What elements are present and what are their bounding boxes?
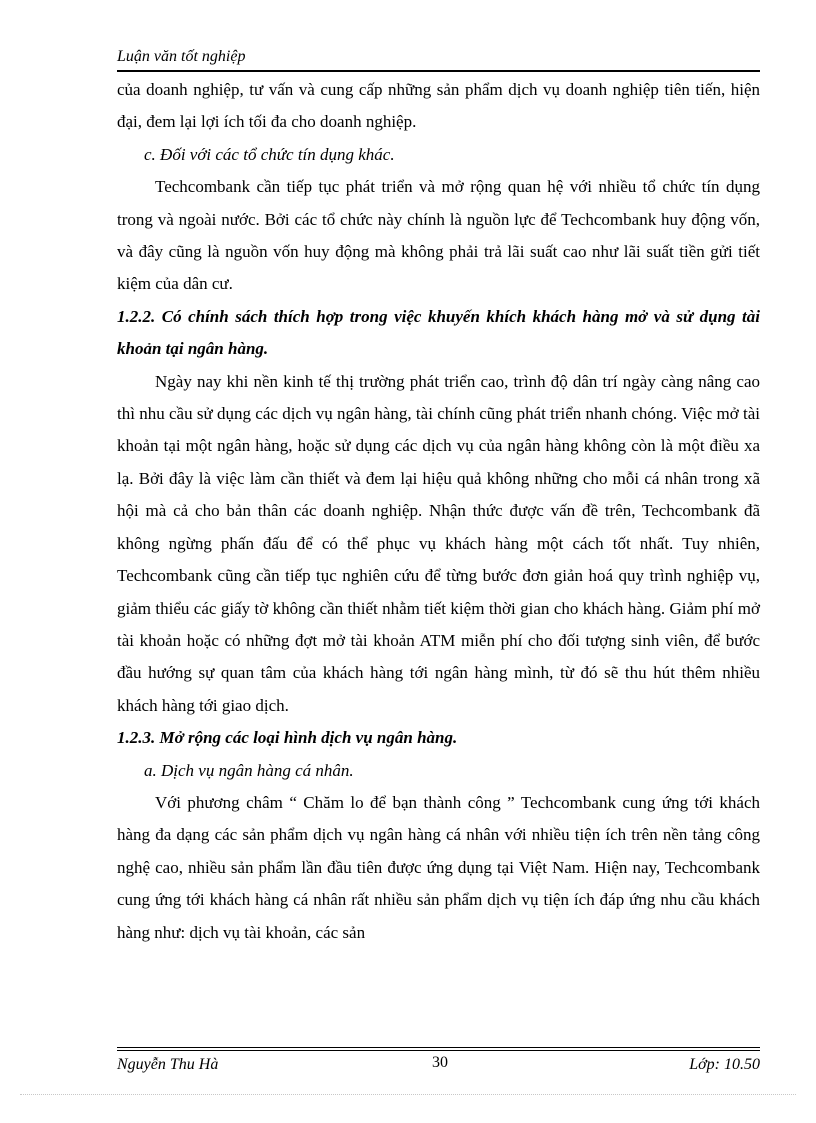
paragraph-personal-banking: Với phương châm “ Chăm lo để bạn thành công ” Techcombank cung ứng tới khách hàng đa dạng các sản phẩm dịch vụ ngân hàng cá nhân với nhiều tiện ích trên nền tảng công nghệ cao, nhiều sản phẩm lần đầu tiên được ứng dụng tại Việt Nam. Hiện nay, Techcombank cung ứng tới khách hàng cá nhân rất nhiều sản phẩm dịch vụ tiện ích đáp ứng nhu cầu khách hàng như: dịch vụ tài khoản, các sản [117,792,760,942]
subsection-a-title: a. Dịch vụ ngân hàng cá nhân. [144,760,354,780]
footer-rule-bottom [117,1050,760,1051]
running-header: Luận văn tốt nghiệp [117,48,246,65]
footer-author: Nguyễn Thu Hà [117,1056,219,1073]
header-rule [117,70,760,72]
page-number: 30 [432,1054,448,1071]
section-heading-1-2-3: 1.2.3. Mở rộng các loại hình dịch vụ ngân hàng. [117,728,458,748]
body-text [117,74,760,949]
section-heading-1-2-2: 1.2.2. Có chính sách thích hợp trong việc khuyến khích khách hàng mở và sử dụng tài khoản tại ngân hàng. [117,306,760,359]
subsection-c-title: c. Đối với các tổ chức tín dụng khác. [144,144,395,164]
footer-rule-top [117,1047,760,1048]
paragraph-continued: của doanh nghiệp, tư vấn và cung cấp những sản phẩm dịch vụ doanh nghiệp tiên tiến, hiện đại, đem lại lợi ích tối đa cho doanh nghiệp. [117,80,760,132]
footer-class: Lớp: 10.50 [689,1056,760,1073]
page-bottom-border [20,1094,796,1095]
paragraph-credit-institutions: Techcombank cần tiếp tục phát triển và mở rộng quan hệ với nhiều tổ chức tín dụng trong và ngoài nước. Bởi các tổ chức này chính là nguồn lực để Techcombank huy động vốn, và đây cũng là nguồn vốn huy động mà không phải trả lãi suất cao như lãi suất tiền gửi tiết kiệm của dân cư. [117,177,760,294]
paragraph-accounts: Ngày nay khi nền kinh tế thị trường phát triển cao, trình độ dân trí ngày càng nâng cao thì nhu cầu sử dụng các dịch vụ ngân hàng, tài chính cũng phát triển nhanh chóng. Việc mở tài khoản tại một ngân hàng, hoặc sử dụng các dịch vụ của ngân hàng không còn là một điều xa lạ. Bởi đây là việc làm cần thiết và đem lại hiệu quả không những cho mỗi cá nhân trong xã hội mà cả cho bản thân các doanh nghiệp. Nhận thức được vấn đề trên, Techcombank đã không ngừng phấn đấu để có thể phục vụ khách hàng một cách tốt nhất. Tuy nhiên, Techcombank cũng cần tiếp tục nghiên cứu để từng bước đơn giản hoá quy trình nghiệp vụ, giảm thiểu các giấy tờ không cần thiết nhằm tiết kiệm thời gian cho khách hàng. Giảm phí mở tài khoản hoặc có những đợt mở tài khoản ATM miễn phí cho đối tượng sinh viên, để bước đầu hướng sự quan tâm của khách hàng tới ngân hàng mình, từ đó sẽ thu hút thêm nhiều khách hàng tới giao dịch. [117,371,760,715]
